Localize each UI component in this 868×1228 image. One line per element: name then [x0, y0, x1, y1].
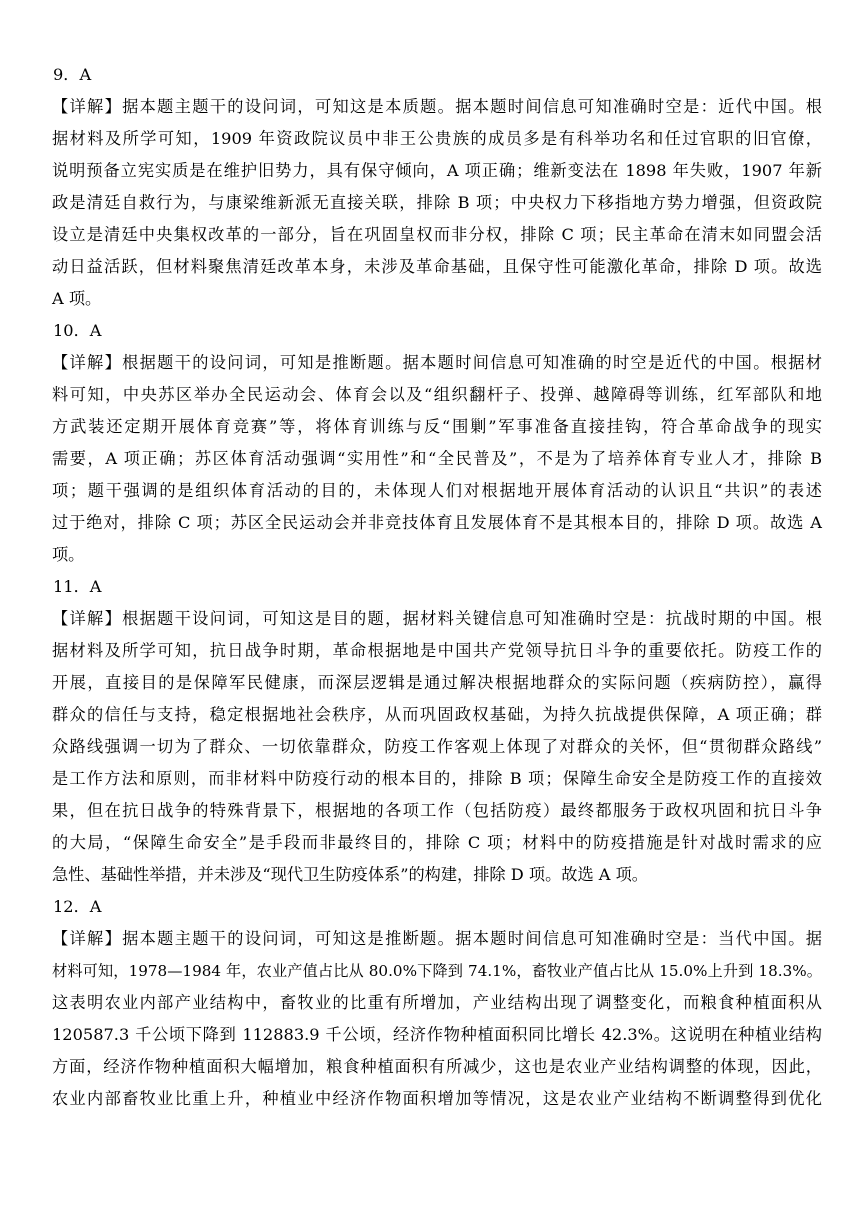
explanation-line: 动日益活跃，但材料聚焦清廷改革本身，未涉及革命基础，且保守性可能激化革命，排除 D 项。故选	[52, 257, 822, 276]
explanation-line: 过于绝对，排除 C 项；苏区全民运动会并非竞技体育且发展体育不是其根本目的，排除 D 项。故选 A	[52, 513, 822, 532]
explanation-line: 【详解】根据题干的设问词，可知是推断题。据本题时间信息可知准确的时空是近代的中国。根据材	[52, 353, 822, 372]
explanation-line: 的大局，“保障生命安全”是手段而非最终目的，排除 C 项；材料中的防疫措施是针对战时需求的应	[52, 833, 822, 852]
answer-explanations	[52, 59, 822, 1115]
explanation-line: 农业内部畜牧业比重上升，种植业中经济作物面积增加等情况，这是农业产业结构不断调整得到优化	[52, 1089, 822, 1108]
explanation-line: 【详解】据本题主题干的设问词，可知这是推断题。据本题时间信息可知准确时空是：当代中国。据	[52, 929, 822, 948]
explanation-line: 开展，直接目的是保障军民健康，而深层逻辑是通过解决根据地群众的实际问题（疾病防控），赢得	[52, 673, 822, 692]
explanation-line: 【详解】据本题主题干的设问词，可知这是本质题。据本题时间信息可知准确时空是：近代中国。根	[52, 97, 822, 116]
explanation-line: 设立是清廷中央集权改革的一部分，旨在巩固皇权而非分权，排除 C 项；民主革命在清末如同盟会活	[52, 225, 822, 244]
explanation-line: 这表明农业内部产业结构中，畜牧业的比重有所增加，产业结构出现了调整变化，而粮食种植面积从	[52, 993, 822, 1012]
explanation-line: 料可知，中央苏区举办全民运动会、体育会以及“组织翻杆子、投弹、越障碍等训练，红军部队和地	[52, 385, 822, 404]
explanation-line: 材料可知，1978—1984 年，农业产值占比从 80.0%下降到 74.1%，畜牧业产值占比从 15.0%上升到 18.3%。	[52, 962, 822, 980]
explanation-line: 项。	[52, 545, 85, 564]
explanation-line: 项；题干强调的是组织体育活动的目的，未体现人们对根据地开展体育活动的认识且“共识”的表述	[52, 481, 822, 500]
explanation-line: 众路线强调一切为了群众、一切依靠群众，防疫工作客观上体现了对群众的关怀，但“贯彻群众路线”	[52, 737, 822, 756]
explanation-line: 据材料及所学可知，抗日战争时期，革命根据地是中国共产党领导抗日斗争的重要依托。防疫工作的	[52, 641, 822, 660]
answer-number-11: 11．A	[53, 577, 102, 596]
explanation-line: 群众的信任与支持，稳定根据地社会秩序，从而巩固政权基础，为持久抗战提供保障，A 项正确；群	[52, 705, 822, 724]
answer-number-10: 10．A	[53, 321, 102, 340]
answer-number-12: 12．A	[53, 897, 102, 916]
explanation-line: 方面，经济作物种植面积大幅增加，粮食种植面积有所减少，这也是农业产业结构调整的体现，因此，	[52, 1057, 822, 1076]
explanation-line: 果，但在抗日战争的特殊背景下，根据地的各项工作（包括防疫）最终都服务于政权巩固和抗日斗争	[52, 801, 822, 820]
explanation-line: 方武装还定期开展体育竞赛”等，将体育训练与反“围剿”军事准备直接挂钩，符合革命战争的现实	[52, 417, 822, 436]
explanation-line: 据材料及所学可知，1909 年资政院议员中非王公贵族的成员多是有科举功名和任过官职的旧官僚，	[52, 129, 822, 148]
explanation-line: 政是清廷自救行为，与康梁维新派无直接关联，排除 B 项；中央权力下移指地方势力增强，但资政院	[52, 193, 822, 212]
answer-number-9: 9．A	[53, 65, 92, 84]
explanation-line: 是工作方法和原则，而非材料中防疫行动的根本目的，排除 B 项；保障生命安全是防疫工作的直接效	[52, 769, 822, 788]
explanation-line: 需要，A 项正确；苏区体育活动强调“实用性”和“全民普及”，不是为了培养体育专业人才，排除 B	[52, 449, 822, 468]
explanation-line: 【详解】根据题干设问词，可知这是目的题，据材料关键信息可知准确时空是：抗战时期的中国。根	[52, 609, 822, 628]
explanation-line: A 项。	[52, 289, 102, 308]
explanation-line: 120587.3 千公顷下降到 112883.9 千公顷，经济作物种植面积同比增长 42.3%。这说明在种植业结构	[52, 1025, 822, 1044]
explanation-line: 说明预备立宪实质是在维护旧势力，具有保守倾向，A 项正确；维新变法在 1898 年失败，1907 年新	[52, 161, 822, 180]
explanation-line: 急性、基础性举措，并未涉及“现代卫生防疫体系”的构建，排除 D 项。故选 A 项。	[52, 865, 648, 884]
